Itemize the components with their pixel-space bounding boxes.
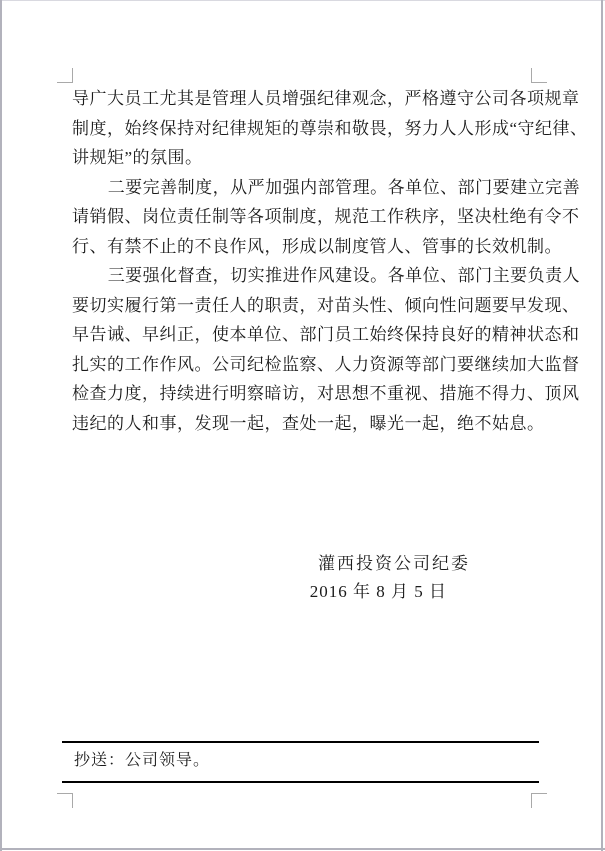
body-line: 违纪的人和事，发现一起，查处一起，曝光一起，绝不姑息。: [72, 414, 545, 434]
crop-mark-bottom-left: [57, 793, 73, 808]
document-body: [72, 84, 588, 439]
footer-rule-bottom: [62, 781, 539, 783]
page-edge-bottom: [0, 848, 605, 850]
signature-date: 2016 年 8 月 5 日: [309, 582, 447, 601]
body-line: 要切实履行第一责任人的职责，对苗头性、倾向性问题要早发现、: [72, 295, 580, 315]
page-edge-left: [0, 0, 2, 851]
body-line: 扎实的工作作风。公司纪检监察、人力资源等部门要继续加大监督: [72, 354, 580, 374]
body-line: 三要强化督查，切实推进作风建设。各单位、部门主要负责人: [107, 266, 581, 286]
crop-mark-top-left: [57, 68, 73, 83]
page-edge-top: [0, 0, 605, 1]
body-line: 二要完善制度，从严加强内部管理。各单位、部门要建立完善: [107, 177, 581, 197]
page-edge-right: [601, 0, 603, 851]
crop-mark-bottom-right: [531, 793, 547, 808]
body-line: 检查力度，持续进行明察暗访，对思想不重视、措施不得力、顶风: [72, 384, 580, 404]
footer-rule-top: [62, 741, 539, 743]
body-line: 早告诫、早纠正，使本单位、部门员工始终保持良好的精神状态和: [72, 325, 580, 345]
body-line: 制度，始终保持对纪律规矩的尊崇和敬畏，努力人人形成“守纪律、: [72, 118, 588, 138]
cc-line: 抄送：公司领导。: [74, 752, 211, 769]
body-line: 请销假、岗位责任制等各项制度，规范工作秩序，坚决杜绝有令不: [72, 207, 580, 227]
crop-mark-top-right: [531, 68, 547, 83]
signature-organization: 灌西投资公司纪委: [318, 554, 470, 573]
body-line: 讲规矩”的氛围。: [72, 148, 203, 168]
body-line: 导广大员工尤其是管理人员增强纪律观念，严格遵守公司各项规章: [72, 89, 580, 108]
body-line: 行、有禁不止的不良作风，形成以制度管人、管事的长效机制。: [72, 236, 562, 256]
